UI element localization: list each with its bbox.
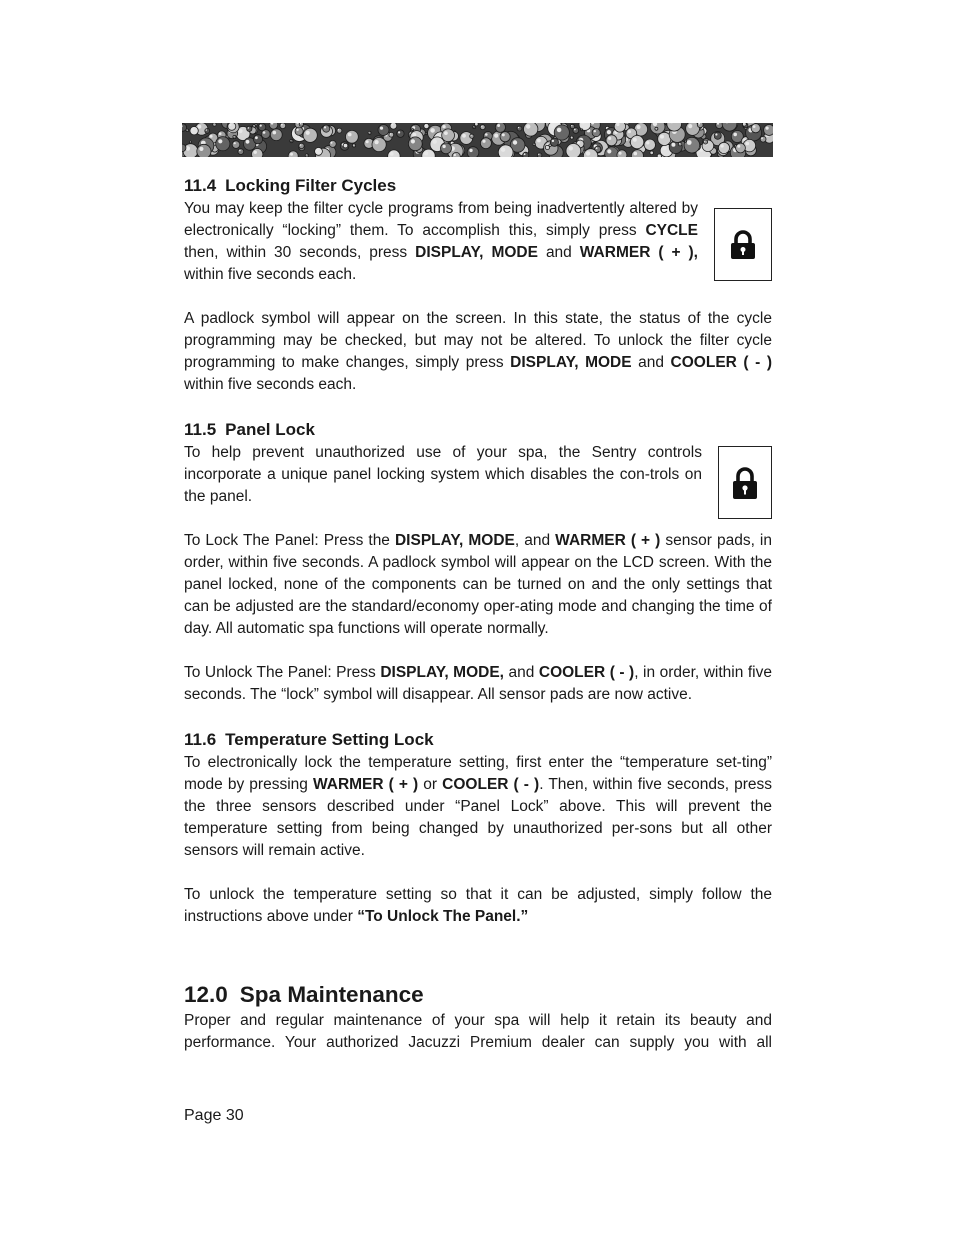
section-12-0 <box>184 980 772 1054</box>
page-number: Page 30 <box>184 1107 244 1124</box>
paragraph <box>184 442 772 508</box>
text-run: within five seconds each. <box>184 376 357 393</box>
text-run: and <box>631 354 671 371</box>
text-run: . Then, within five seconds, press the three sensors described under “Panel Lock” above. This will prevent the temperature setting from being changed by unauthorized per-sons but all other sensors will remain active. <box>184 776 772 859</box>
section-title: Spa Maintenance <box>239 982 424 1007</box>
text-run: To electronically lock the temperature setting, first enter the “temperature set-ting” mode by pressing <box>184 754 772 793</box>
text-run: then, within 30 seconds, press <box>184 244 416 261</box>
section-number: 11.5 <box>184 420 217 439</box>
text-run: sensor pads, in order, within five seconds. A padlock symbol will appear on the LCD screen. With the panel locked, none of the components can be turned on and the only settings that can be adjusted are the standard/economy oper-ating mode and changing the time of day. All automatic spa functions will operate normally. <box>184 532 772 637</box>
section-number: 12.0 <box>184 982 228 1007</box>
section-title: Panel Lock <box>225 420 315 439</box>
page-content <box>184 174 772 1054</box>
bold-text: COOLER ( - ) <box>670 354 772 371</box>
chapter-heading <box>184 980 772 1010</box>
text-run: Proper and regular maintenance of your spa will help it retain its beauty and performance. Your authorized Jacuzzi Premium dealer can supply you with all <box>184 1012 772 1051</box>
padlock-figure-box <box>714 208 772 281</box>
text-run: , in order, within five seconds. The “lock” symbol will disappear. All sensor pads are now active. <box>184 664 772 703</box>
decorative-banner <box>182 123 773 157</box>
text-run: To Unlock The Panel: Press <box>184 664 381 681</box>
bold-text: DISPLAY, MODE <box>394 532 515 549</box>
section-11-4 <box>184 174 772 396</box>
section-heading <box>184 174 772 198</box>
paragraph <box>184 752 772 862</box>
text-run: , and <box>514 532 556 549</box>
padlock-icon <box>730 466 760 500</box>
section-number: 11.4 <box>184 176 217 195</box>
text-run: You may keep the filter cycle programs from being inadvertently altered by electronically “locking” them. To accomplish this, simply press <box>184 200 698 239</box>
section-title: Locking Filter Cycles <box>225 176 397 195</box>
text-run: To help prevent unauthorized use of your spa, the Sentry controls incorporate a unique panel locking system which disables the con-trols on the panel. <box>184 444 702 505</box>
text-run: A padlock symbol will appear on the screen. In this state, the status of the cycle programming may be checked, but may not be altered. To unlock the filter cycle programming to make changes, simply press <box>184 310 772 371</box>
section-11-6 <box>184 728 772 928</box>
padlock-icon <box>728 230 758 260</box>
text-run: and <box>537 244 580 261</box>
section-number: 11.6 <box>184 730 217 749</box>
bold-text: WARMER ( + ) <box>312 776 419 793</box>
bold-text: DISPLAY, MODE <box>510 354 632 371</box>
bold-text: DISPLAY, MODE, <box>380 664 504 681</box>
bold-text: COOLER ( - ) <box>538 664 635 681</box>
bold-text: WARMER ( + ) <box>555 532 661 549</box>
text-run: and <box>503 664 539 681</box>
bold-text: COOLER ( - ) <box>442 776 540 793</box>
text-run: To Lock The Panel: Press the <box>184 532 395 549</box>
paragraph <box>184 884 772 928</box>
section-heading <box>184 418 772 442</box>
bold-text: DISPLAY, MODE <box>415 244 538 261</box>
bold-text: WARMER ( + ), <box>579 244 698 261</box>
paragraph <box>184 662 772 706</box>
paragraph <box>184 530 772 640</box>
bold-text: CYCLE <box>645 222 698 239</box>
padlock-figure-box <box>718 446 772 519</box>
text-run: or <box>418 776 443 793</box>
section-heading <box>184 728 772 752</box>
paragraph <box>184 198 772 286</box>
section-11-5 <box>184 418 772 706</box>
paragraph <box>184 1010 772 1054</box>
paragraph <box>184 308 772 396</box>
section-title: Temperature Setting Lock <box>225 730 434 749</box>
text-run: To unlock the temperature setting so that it can be adjusted, simply follow the instructions above under <box>184 886 772 925</box>
text-run: within five seconds each. <box>184 266 357 283</box>
bold-text: “To Unlock The Panel.” <box>357 908 529 925</box>
